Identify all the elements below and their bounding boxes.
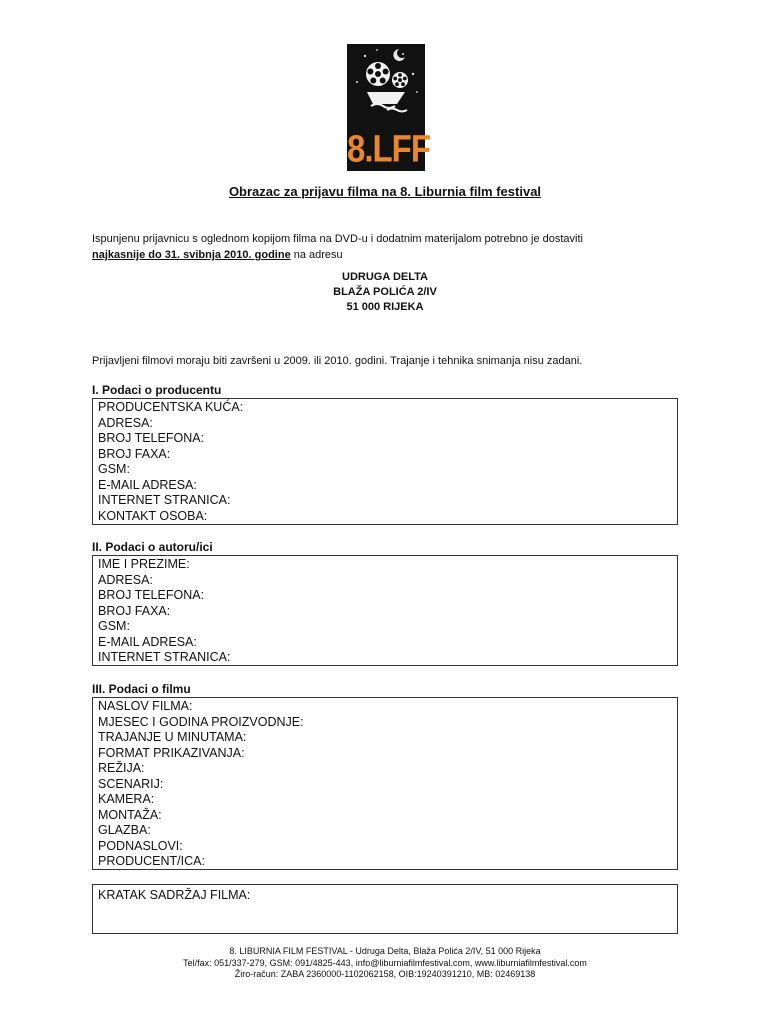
- film-summary-box[interactable]: [92, 884, 678, 934]
- summary-label: KRATAK SADRŽAJ FILMA:: [98, 888, 251, 902]
- footer: [0, 946, 770, 981]
- festival-logo: [347, 44, 430, 171]
- field-label: KAMERA:: [98, 792, 155, 806]
- field-label: FORMAT PRIKAZIVANJA:: [98, 745, 245, 760]
- field-label: BROJ FAXA:: [98, 603, 171, 618]
- field-label: BROJ TELEFONA:: [98, 588, 205, 602]
- field-label: KONTAKT OSOBA:: [98, 508, 208, 523]
- section-film-title: III. Podaci o filmu: [92, 682, 191, 696]
- eligibility-note: Prijavljeni filmovi moraju biti završeni u 2009. ili 2010. godini. Trajanje i tehnika snimanja nisu zadani.: [92, 355, 583, 367]
- field-label: PRODUCENT/ICA:: [98, 854, 205, 868]
- mailing-address: [0, 270, 770, 315]
- film-reel-icon: [347, 44, 425, 134]
- intro-text: Ispunjenu prijavnicu s oglednom kopijom filma na DVD-u i dodatnim materijalom potrebno je dostaviti: [92, 233, 583, 245]
- footer-line: Tel/fax: 051/337-279, GSM: 091/4825-443, info@liburniafilmfestival.com, www.liburniafilmfestival.com: [183, 957, 587, 968]
- field-label: GSM:: [98, 462, 130, 476]
- section-producer-title: I. Podaci o producentu: [92, 383, 222, 397]
- field-label: MJESEC I GODINA PROIZVODNJE:: [98, 714, 304, 729]
- section-author-box[interactable]: [92, 555, 678, 666]
- field-label: GLAZBA:: [98, 823, 151, 837]
- field-label: ADRESA:: [98, 572, 153, 587]
- field-label: INTERNET STRANICA:: [98, 493, 231, 507]
- field-label: REŽIJA:: [98, 761, 145, 775]
- section-producer-box[interactable]: [92, 398, 678, 525]
- field-label: BROJ FAXA:: [98, 446, 171, 461]
- footer-line: 8. LIBURNIA FILM FESTIVAL - Udruga Delta, Blaža Polića 2/IV, 51 000 Rijeka: [229, 946, 541, 956]
- form-title: Obrazac za prijavu filma na 8. Liburnia film festival: [228, 184, 542, 199]
- field-label: IME I PREZIME:: [98, 557, 190, 571]
- field-label: TRAJANJE U MINUTAMA:: [98, 730, 247, 744]
- intro-paragraph: [92, 231, 682, 263]
- logo-text: 8.LFF: [347, 127, 430, 170]
- section-film-box[interactable]: [92, 697, 678, 870]
- field-label: MONTAŽA:: [98, 807, 162, 822]
- footer-line: Žiro-račun: ZABA 2360000-1102062158, OIB:19240391210, MB: 02469138: [234, 969, 536, 979]
- intro-suffix: na adresu: [290, 249, 343, 261]
- address-line: BLAŽA POLIĆA 2/IV: [333, 286, 437, 298]
- field-label: BROJ TELEFONA:: [98, 431, 205, 445]
- deadline-text: najkasnije do 31. svibnja 2010. godine: [92, 249, 291, 261]
- field-label: SCENARIJ:: [98, 776, 164, 791]
- field-label: GSM:: [98, 619, 130, 633]
- field-label: PODNASLOVI:: [98, 838, 183, 853]
- field-label: E-MAIL ADRESA:: [98, 477, 197, 492]
- address-line: UDRUGA DELTA: [342, 271, 428, 283]
- address-line: 51 000 RIJEKA: [346, 301, 424, 313]
- field-label: PRODUCENTSKA KUĆA:: [98, 400, 244, 414]
- section-author-title: II. Podaci o autoru/ici: [92, 540, 213, 554]
- field-label: ADRESA:: [98, 415, 153, 430]
- field-label: INTERNET STRANICA:: [98, 650, 231, 664]
- field-label: E-MAIL ADRESA:: [98, 634, 197, 649]
- field-label: NASLOV FILMA:: [98, 699, 193, 713]
